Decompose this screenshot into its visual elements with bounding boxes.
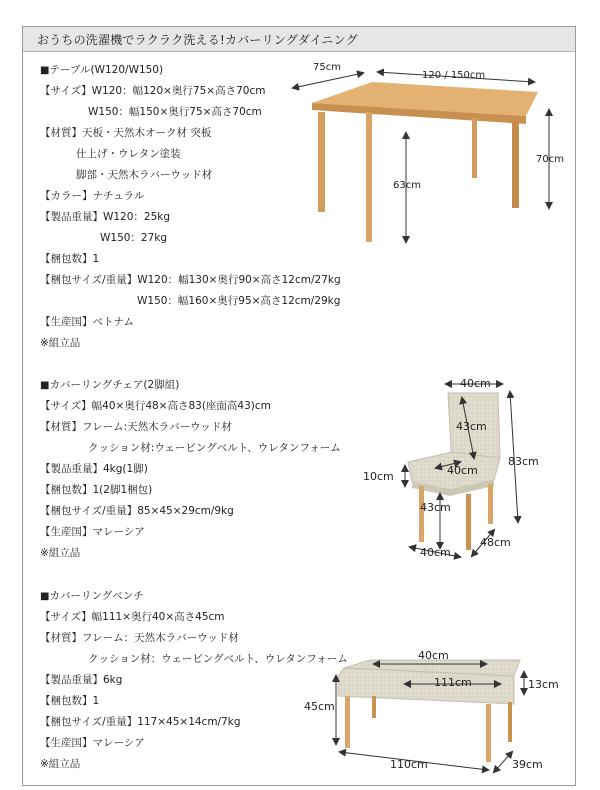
chair-spec-line: 【材質】フレーム:天然木ラバーウッド材 [40,421,232,433]
bench-illustration [336,660,524,772]
table-spec-line: ※組立品 [40,337,81,349]
table-leg [472,118,477,178]
bench-spec-line: ※組立品 [40,758,81,770]
chair-spec-line: ※組立品 [40,547,81,559]
bench-spec-line: クッション材：ウェービングベルト、ウレタンフォーム [88,653,348,665]
table-spec-line: 【生産国】ベトナム [40,316,134,328]
table-depth-arrow [293,73,363,88]
chair-depth-label: 48cm [480,536,511,549]
chair-leg [466,494,471,550]
bench-leg [486,704,491,762]
table-spec-line: 脚部・天然木ラバーウッド材 [76,169,213,181]
chair-leg [488,484,493,524]
bench-width-label: 110cm [390,758,428,771]
bench-depth-label: 40cm [418,649,449,662]
table-spec-line: 【カラー】ナチュラル [40,190,145,202]
bench-spec-line: 【梱包サイズ/重量】117×45×14cm/7kg [40,716,241,728]
bench-heading: ■ カバーリングベンチ [40,589,144,604]
chair-spec-line: 【サイズ】幅40×奥行48×高さ83(座面高43)cm [40,400,271,412]
bench-spec-line: 【生産国】マレーシア [40,737,145,749]
table-depth-label: 75cm [313,62,341,73]
bench-leg [372,696,376,718]
table-clearance-label: 63cm [393,180,421,191]
bench-spec-line: 【サイズ】幅111×奥行40×高さ45cm [40,611,225,623]
bench-leg [508,702,512,742]
table-spec-line: W150：幅160×奥行95×高さ12cm/29kg [137,295,341,307]
chair-leg [419,486,424,542]
bench-spec-line: 【梱包数】1 [40,695,100,707]
chair-spec-line: 【梱包サイズ/重量】85×45×29cm/9kg [40,505,234,517]
table-leg [366,112,372,242]
bench-cushion-label: 13cm [528,678,559,691]
table-spec-line: 【梱包数】1 [40,253,100,265]
chair-heading: ■ カバーリングチェア(2脚組) [40,378,179,393]
bench-spec-line: 【製品重量】6kg [40,674,123,686]
chair-top-width-label: 40cm [460,377,491,390]
table-leg [318,112,325,212]
bench-spec-line: 【材質】フレーム：天然木ラバーウッド材 [40,632,239,644]
chair-seat-thickness-label: 10cm [363,470,394,483]
table-spec-line: 【梱包サイズ/重量】W120：幅130×奥行90×高さ12cm/27kg [40,274,341,286]
table-spec-line: 【製品重量】W120：25kg [40,211,171,223]
chair-back-label: 43cm [456,420,487,433]
chair-seat-height-label: 43cm [420,501,451,514]
chair-spec-line: 【生産国】マレーシア [40,526,145,538]
bench-leg [345,696,350,748]
chair-seat-depth-label: 40cm [447,464,478,477]
table-spec-line: 仕上げ・ウレタン塗装 [76,148,181,160]
table-leg [512,120,519,208]
table-width-label: 120 / 150cm [422,70,486,81]
chair-spec-line: クッション材:ウェービングベルト、ウレタンフォーム [88,442,341,454]
page-title: おうちの洗濯機でラクラク洗える!カバーリングダイニング [37,33,358,47]
bench-leg-depth-label: 39cm [512,758,543,771]
table-illustration [293,72,549,242]
chair-height-label: 83cm [508,455,539,468]
table-spec-line: W150：27kg [100,232,168,244]
table-heading: ■ テーブル(W120/W150) [40,63,163,78]
table-height-label: 70cm [536,154,564,165]
table-spec-line: W150：幅150×奥行75×高さ70cm [88,106,262,118]
chair-spec-line: 【製品重量】4kg(1脚) [40,463,148,475]
chair-width-label: 40cm [420,546,451,559]
bench-height-label: 45cm [304,700,335,713]
table-spec-line: 【材質】天板・天然木オーク材 突板 [40,127,212,139]
bench-seat-width-label: 111cm [434,676,472,689]
chair-spec-line: 【梱包数】1(2脚1梱包) [40,484,153,496]
table-spec-line: 【サイズ】W120：幅120×奥行75×高さ70cm [40,85,266,97]
